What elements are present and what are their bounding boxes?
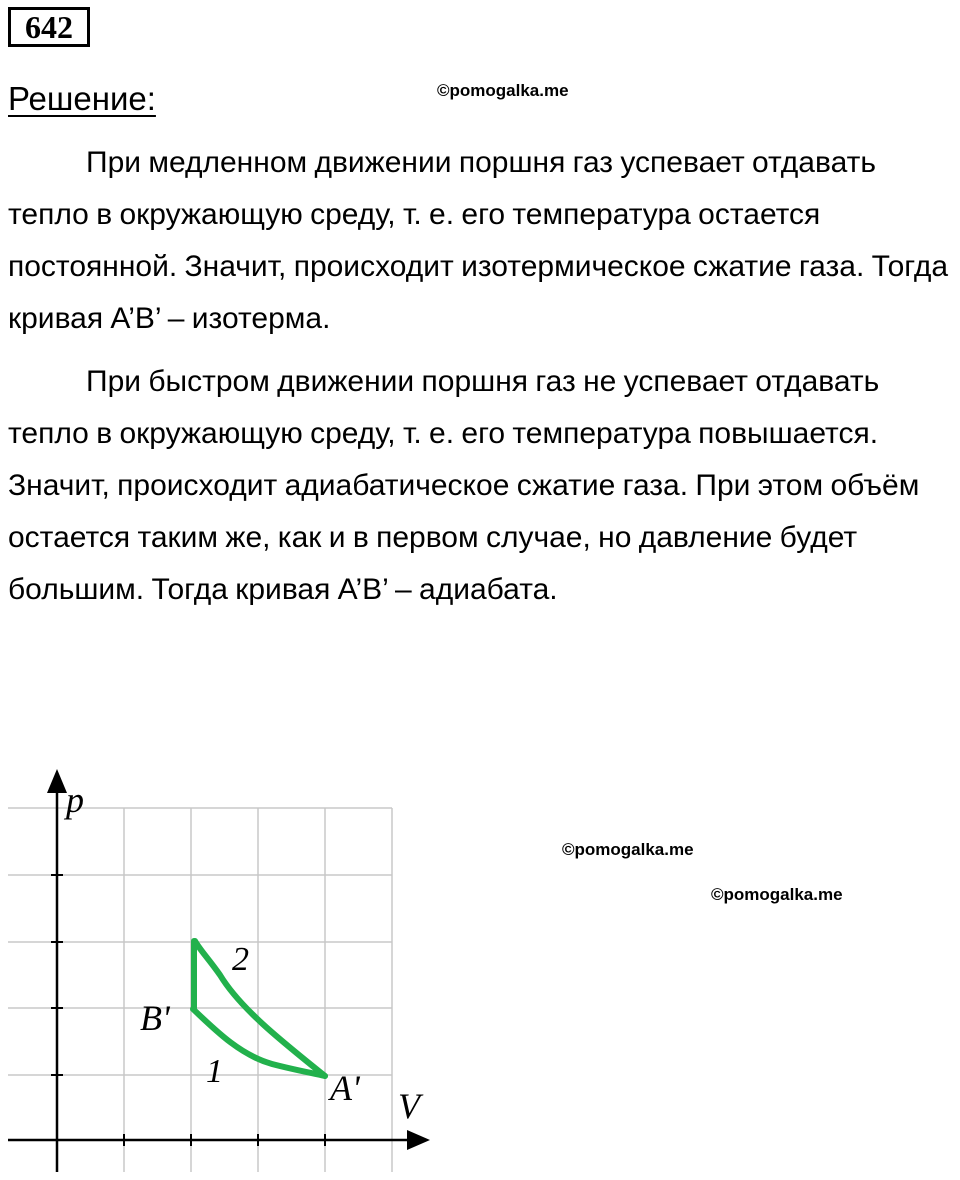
- solution-paragraph-adiabatic: При быстром движении поршня газ не успевает отдавать тепло в окружающую среду, т. е. его температура повышается. Значит, происходит адиабатическое сжатие газа. При этом объём остается таким же, как и в первом случае, но давление будет большим. Тогда кривая A’B’ – адиабата.: [8, 365, 920, 606]
- curve-1-label: 1: [206, 1053, 223, 1090]
- solution-label: Решение:: [8, 80, 156, 117]
- problem-number: 642: [8, 7, 90, 47]
- watermark: ©pomogalka.me: [711, 885, 843, 904]
- x-axis-label: V: [398, 1086, 420, 1126]
- v-axis-arrow: [407, 1130, 430, 1150]
- curve-2-label: 2: [232, 941, 249, 978]
- pv-diagram: [0, 760, 440, 1180]
- grid: [8, 808, 392, 1172]
- p-axis-arrow: [47, 769, 67, 793]
- axis-ticks: [51, 875, 325, 1146]
- watermark: ©pomogalka.me: [562, 840, 694, 859]
- point-a-label: A': [330, 1068, 360, 1108]
- watermark: ©pomogalka.me: [437, 81, 569, 100]
- solution-paragraph-isothermal: При медленном движении поршня газ успевает отдавать тепло в окружающую среду, т. е. его температура остается постоянной. Значит, происходит изотермическое сжатие газа. Тогда кривая A’B’ – изотерма.: [8, 146, 949, 335]
- y-axis-label: p: [66, 780, 84, 820]
- point-b-label: B': [140, 998, 170, 1038]
